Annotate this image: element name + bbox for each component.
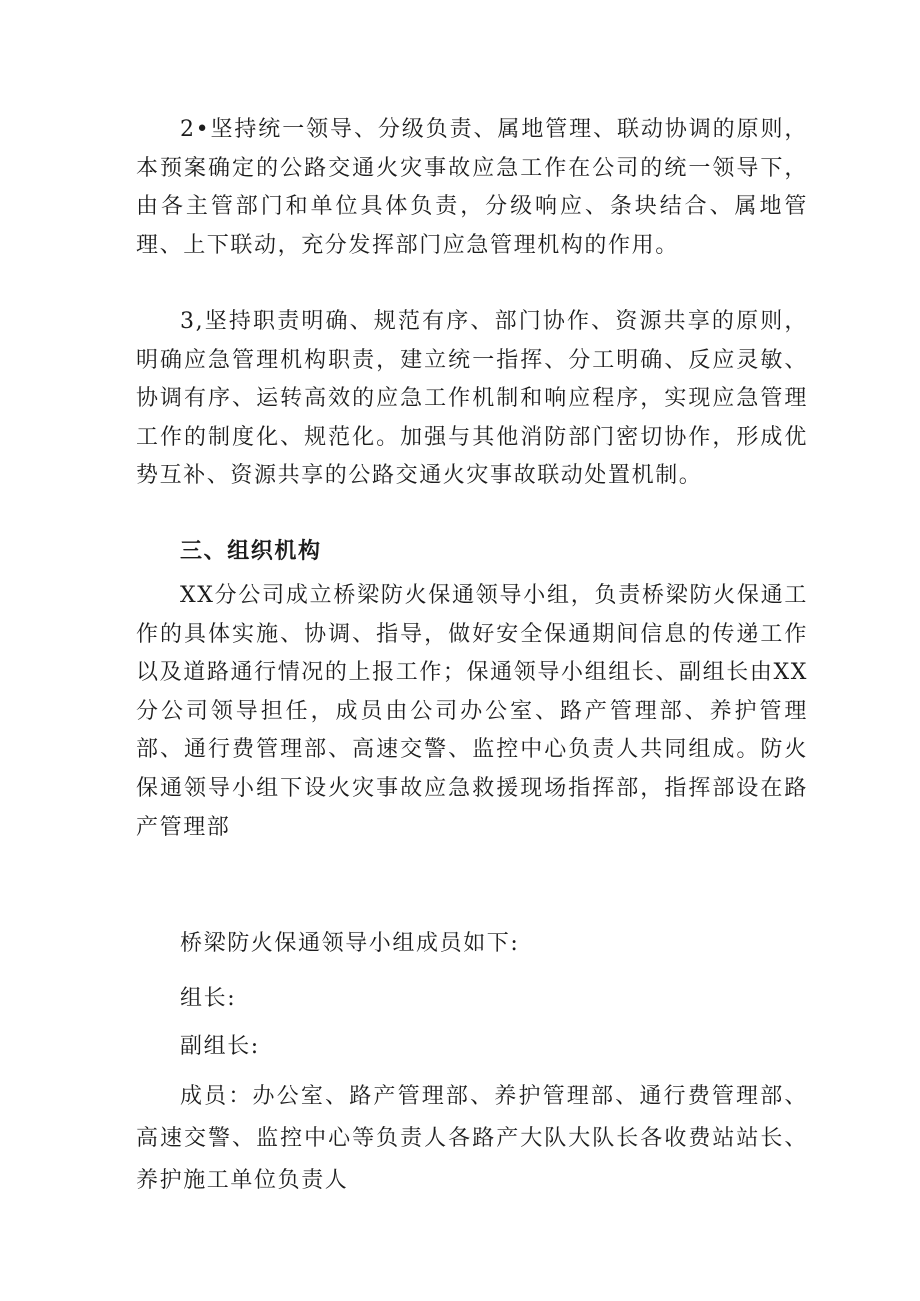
section-heading: 三、组织机构 bbox=[180, 539, 322, 564]
leader-label: 组长: bbox=[180, 986, 237, 1011]
organization-paragraph: XX分公司成立桥梁防火保通领导小组，负责桥梁防火保通工作的具体实施、协调、指导，做好安全保通期间信息的传递工作以及道路通行情况的上报工作；保通领导小组组长、副组长由XX分公司领导担任，成员由公司办公室、路产管理部、养护管理部、通行费管理部、高速交警、监控中心负责人共同组成。防火保通领导小组下设火灾事故应急救援现场指挥部，指挥部设在路产管理部 bbox=[136, 583, 808, 840]
members-paragraph: 成员：办公室、路产管理部、养护管理部、通行费管理部、高速交警、监控中心等负责人各路产大队大队长各收费站站长、养护施工单位负责人 bbox=[136, 1084, 808, 1193]
principle-3-paragraph: 3,坚持职责明确、规范有序、部门协作、资源共享的原则，明确应急管理机构职责，建立统一指挥、分工明确、反应灵敏、协调有序、运转高效的应急工作机制和响应程序，实现应急管理工作的制度化、规范化。加强与其他消防部门密切协作，形成优势互补、资源共享的公路交通火灾事故联动处置机制。 bbox=[136, 309, 808, 489]
deputy-label: 副组长: bbox=[180, 1034, 260, 1059]
principle-2-paragraph: 2•坚持统一领导、分级负责、属地管理、联动协调的原则，本预案确定的公路交通火灾事故应急工作在公司的统一领导下，由各主管部门和单位具体负责，分级响应、条块结合、属地管理、上下联动，充分发挥部门应急管理机构的作用。 bbox=[136, 117, 808, 258]
members-intro: 桥梁防火保通领导小组成员如下: bbox=[180, 931, 520, 956]
